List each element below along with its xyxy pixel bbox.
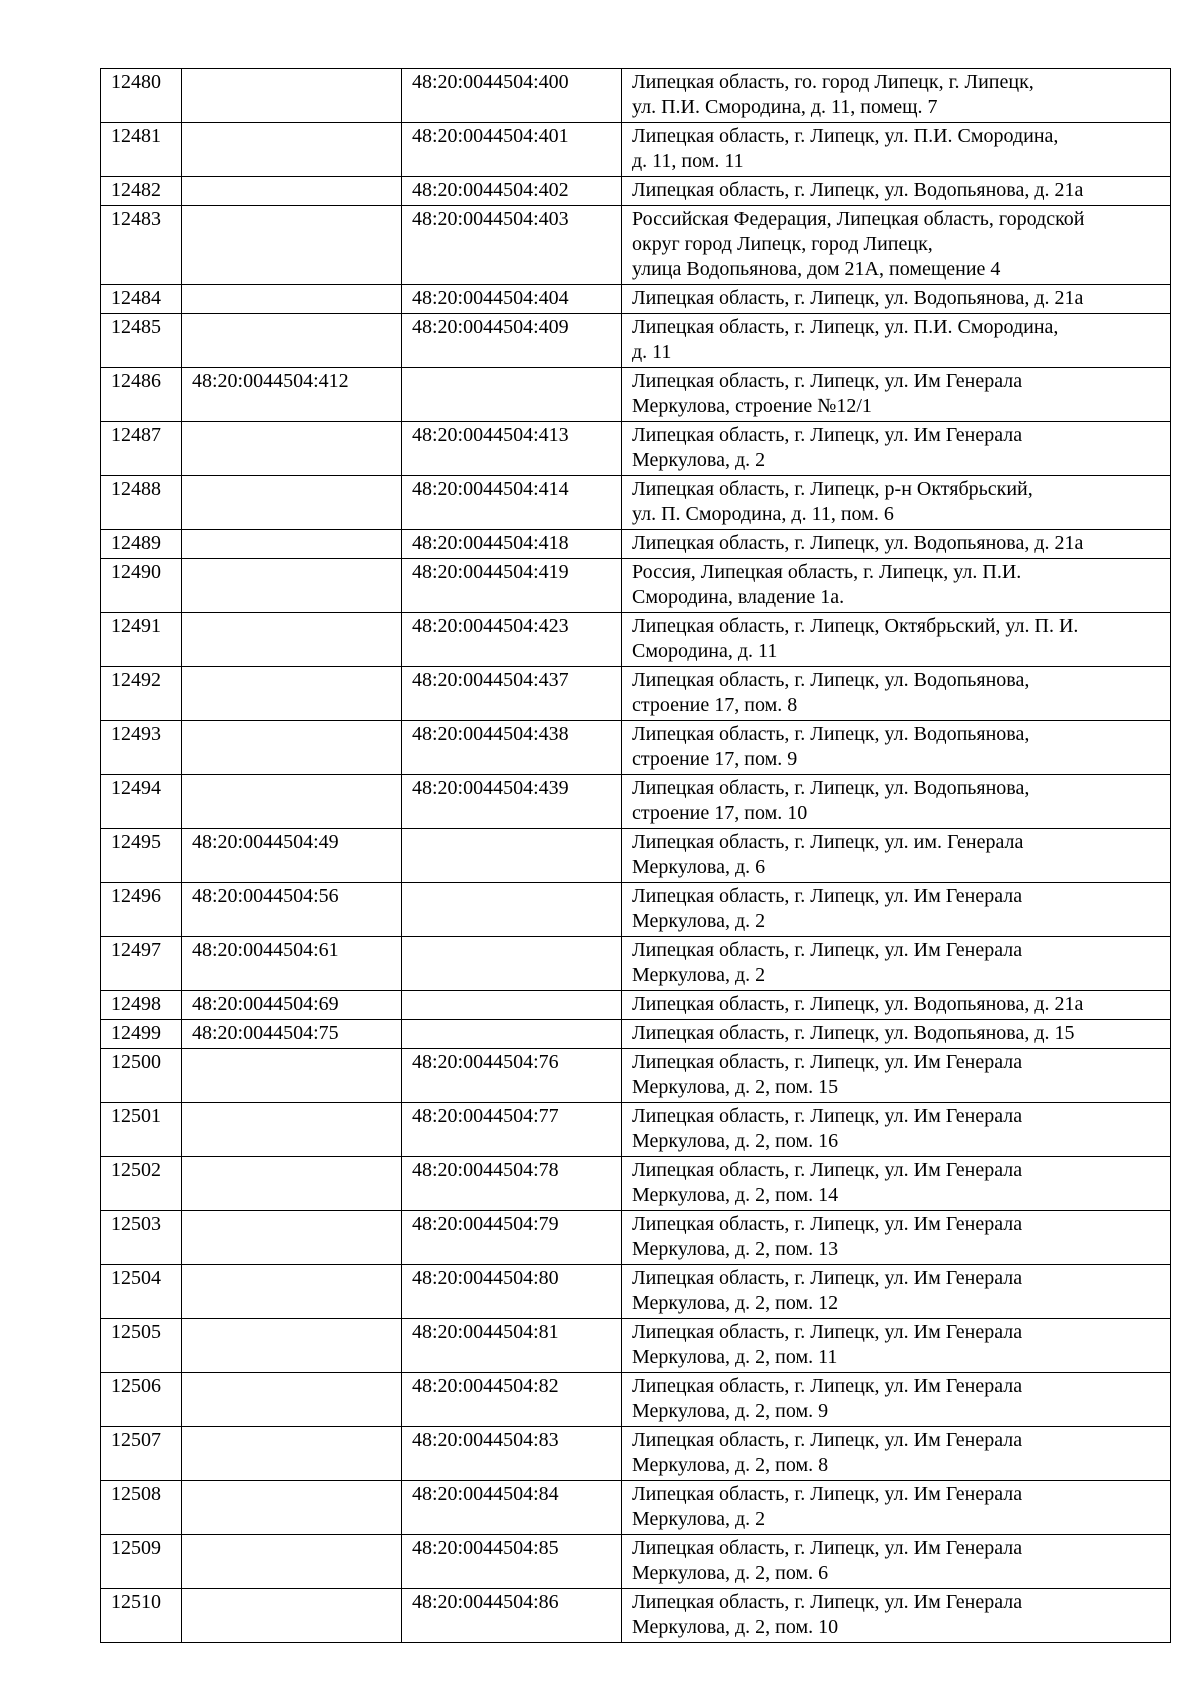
row-number-cell: 12480 <box>101 69 182 123</box>
row-number-cell: 12481 <box>101 123 182 177</box>
row-number-cell: 12486 <box>101 368 182 422</box>
table-row <box>101 285 1171 314</box>
address-cell: Липецкая область, г. Липецк, ул. Водопьянова, д. 21а <box>622 991 1171 1020</box>
object-cadastral-number-cell: 48:20:0044504:81 <box>402 1319 622 1373</box>
address-cell: Липецкая область, г. Липецк, ул. П.И. Смородина, д. 11 <box>622 314 1171 368</box>
address-cell: Липецкая область, го. город Липецк, г. Липецк, ул. П.И. Смородина, д. 11, помещ. 7 <box>622 69 1171 123</box>
table-row <box>101 775 1171 829</box>
land-cadastral-number-cell: 48:20:0044504:56 <box>182 883 402 937</box>
row-number-cell: 12506 <box>101 1373 182 1427</box>
object-cadastral-number-cell: 48:20:0044504:437 <box>402 667 622 721</box>
row-number-cell: 12505 <box>101 1319 182 1373</box>
row-number-cell: 12508 <box>101 1481 182 1535</box>
table-row <box>101 667 1171 721</box>
row-number-cell: 12510 <box>101 1589 182 1643</box>
address-cell: Липецкая область, г. Липецк, ул. Им Генерала Меркулова, д. 2, пом. 14 <box>622 1157 1171 1211</box>
land-cadastral-number-cell: 48:20:0044504:49 <box>182 829 402 883</box>
land-cadastral-number-cell <box>182 613 402 667</box>
address-cell: Липецкая область, г. Липецк, ул. Им Генерала Меркулова, д. 2, пом. 12 <box>622 1265 1171 1319</box>
table-row <box>101 991 1171 1020</box>
land-cadastral-number-cell <box>182 1427 402 1481</box>
object-cadastral-number-cell <box>402 991 622 1020</box>
land-cadastral-number-cell <box>182 667 402 721</box>
row-number-cell: 12489 <box>101 530 182 559</box>
address-cell: Липецкая область, г. Липецк, ул. Им Генерала Меркулова, д. 2, пом. 13 <box>622 1211 1171 1265</box>
object-cadastral-number-cell <box>402 829 622 883</box>
address-cell: Липецкая область, г. Липецк, ул. Им Генерала Меркулова, д. 2, пом. 15 <box>622 1049 1171 1103</box>
object-cadastral-number-cell: 48:20:0044504:84 <box>402 1481 622 1535</box>
object-cadastral-number-cell: 48:20:0044504:403 <box>402 206 622 285</box>
object-cadastral-number-cell: 48:20:0044504:76 <box>402 1049 622 1103</box>
address-cell: Липецкая область, г. Липецк, ул. Им Генерала Меркулова, д. 2, пом. 10 <box>622 1589 1171 1643</box>
address-cell: Липецкая область, г. Липецк, ул. Водопьянова, строение 17, пом. 8 <box>622 667 1171 721</box>
object-cadastral-number-cell: 48:20:0044504:404 <box>402 285 622 314</box>
object-cadastral-number-cell: 48:20:0044504:438 <box>402 721 622 775</box>
table-row <box>101 1157 1171 1211</box>
table-row <box>101 314 1171 368</box>
object-cadastral-number-cell <box>402 368 622 422</box>
row-number-cell: 12496 <box>101 883 182 937</box>
address-cell: Липецкая область, г. Липецк, ул. Им Генерала Меркулова, д. 2 <box>622 1481 1171 1535</box>
address-cell: Россия, Липецкая область, г. Липецк, ул. П.И. Смородина, владение 1а. <box>622 559 1171 613</box>
land-cadastral-number-cell: 48:20:0044504:412 <box>182 368 402 422</box>
land-cadastral-number-cell: 48:20:0044504:61 <box>182 937 402 991</box>
land-cadastral-number-cell <box>182 69 402 123</box>
land-cadastral-number-cell <box>182 775 402 829</box>
address-cell: Липецкая область, г. Липецк, ул. Водопьянова, д. 21а <box>622 530 1171 559</box>
table-row <box>101 613 1171 667</box>
row-number-cell: 12498 <box>101 991 182 1020</box>
land-cadastral-number-cell <box>182 1157 402 1211</box>
object-cadastral-number-cell: 48:20:0044504:85 <box>402 1535 622 1589</box>
row-number-cell: 12488 <box>101 476 182 530</box>
address-cell: Липецкая область, г. Липецк, ул. Им Генерала Меркулова, д. 2 <box>622 883 1171 937</box>
address-cell: Липецкая область, г. Липецк, ул. Водопьянова, д. 21а <box>622 177 1171 206</box>
land-cadastral-number-cell <box>182 123 402 177</box>
table-row <box>101 1265 1171 1319</box>
row-number-cell: 12501 <box>101 1103 182 1157</box>
table-row <box>101 1427 1171 1481</box>
land-cadastral-number-cell <box>182 177 402 206</box>
land-cadastral-number-cell <box>182 1589 402 1643</box>
row-number-cell: 12497 <box>101 937 182 991</box>
address-cell: Липецкая область, г. Липецк, ул. Водопьянова, д. 21а <box>622 285 1171 314</box>
land-cadastral-number-cell <box>182 1265 402 1319</box>
address-cell: Липецкая область, г. Липецк, ул. Им Генерала Меркулова, д. 2, пом. 9 <box>622 1373 1171 1427</box>
address-cell: Липецкая область, г. Липецк, ул. Им Генерала Меркулова, д. 2, пом. 11 <box>622 1319 1171 1373</box>
object-cadastral-number-cell: 48:20:0044504:423 <box>402 613 622 667</box>
land-cadastral-number-cell <box>182 1535 402 1589</box>
address-cell: Липецкая область, г. Липецк, ул. Водопьянова, строение 17, пом. 10 <box>622 775 1171 829</box>
table-row <box>101 368 1171 422</box>
address-cell: Липецкая область, г. Липецк, ул. Им Генерала Меркулова, д. 2 <box>622 937 1171 991</box>
document-page <box>100 68 1170 1643</box>
row-number-cell: 12483 <box>101 206 182 285</box>
land-cadastral-number-cell: 48:20:0044504:75 <box>182 1020 402 1049</box>
table-row <box>101 937 1171 991</box>
land-cadastral-number-cell <box>182 285 402 314</box>
object-cadastral-number-cell: 48:20:0044504:401 <box>402 123 622 177</box>
land-cadastral-number-cell <box>182 1481 402 1535</box>
address-cell: Липецкая область, г. Липецк, ул. им. Генерала Меркулова, д. 6 <box>622 829 1171 883</box>
table-row <box>101 422 1171 476</box>
cadastral-registry-table <box>100 68 1171 1643</box>
table-row <box>101 123 1171 177</box>
row-number-cell: 12482 <box>101 177 182 206</box>
table-row <box>101 1535 1171 1589</box>
land-cadastral-number-cell <box>182 1049 402 1103</box>
address-cell: Липецкая область, г. Липецк, ул. Им Генерала Меркулова, д. 2, пом. 16 <box>622 1103 1171 1157</box>
object-cadastral-number-cell: 48:20:0044504:414 <box>402 476 622 530</box>
row-number-cell: 12491 <box>101 613 182 667</box>
object-cadastral-number-cell <box>402 937 622 991</box>
table-row <box>101 1589 1171 1643</box>
land-cadastral-number-cell <box>182 530 402 559</box>
table-row <box>101 177 1171 206</box>
address-cell: Липецкая область, г. Липецк, Октябрьский, ул. П. И. Смородина, д. 11 <box>622 613 1171 667</box>
object-cadastral-number-cell: 48:20:0044504:80 <box>402 1265 622 1319</box>
object-cadastral-number-cell <box>402 883 622 937</box>
land-cadastral-number-cell <box>182 314 402 368</box>
object-cadastral-number-cell: 48:20:0044504:409 <box>402 314 622 368</box>
object-cadastral-number-cell: 48:20:0044504:400 <box>402 69 622 123</box>
object-cadastral-number-cell: 48:20:0044504:83 <box>402 1427 622 1481</box>
address-cell: Липецкая область, г. Липецк, ул. Водопьянова, строение 17, пом. 9 <box>622 721 1171 775</box>
row-number-cell: 12490 <box>101 559 182 613</box>
object-cadastral-number-cell: 48:20:0044504:78 <box>402 1157 622 1211</box>
object-cadastral-number-cell: 48:20:0044504:402 <box>402 177 622 206</box>
row-number-cell: 12502 <box>101 1157 182 1211</box>
table-row <box>101 1211 1171 1265</box>
table-row <box>101 476 1171 530</box>
row-number-cell: 12503 <box>101 1211 182 1265</box>
row-number-cell: 12495 <box>101 829 182 883</box>
object-cadastral-number-cell <box>402 1020 622 1049</box>
table-row <box>101 530 1171 559</box>
row-number-cell: 12507 <box>101 1427 182 1481</box>
table-row <box>101 1020 1171 1049</box>
table-row <box>101 721 1171 775</box>
land-cadastral-number-cell <box>182 1373 402 1427</box>
address-cell: Липецкая область, г. Липецк, ул. Водопьянова, д. 15 <box>622 1020 1171 1049</box>
land-cadastral-number-cell <box>182 476 402 530</box>
table-row <box>101 883 1171 937</box>
land-cadastral-number-cell: 48:20:0044504:69 <box>182 991 402 1020</box>
table-row <box>101 1373 1171 1427</box>
land-cadastral-number-cell <box>182 721 402 775</box>
land-cadastral-number-cell <box>182 1211 402 1265</box>
table-row <box>101 829 1171 883</box>
row-number-cell: 12492 <box>101 667 182 721</box>
object-cadastral-number-cell: 48:20:0044504:79 <box>402 1211 622 1265</box>
object-cadastral-number-cell: 48:20:0044504:413 <box>402 422 622 476</box>
row-number-cell: 12499 <box>101 1020 182 1049</box>
land-cadastral-number-cell <box>182 1319 402 1373</box>
row-number-cell: 12484 <box>101 285 182 314</box>
object-cadastral-number-cell: 48:20:0044504:86 <box>402 1589 622 1643</box>
address-cell: Липецкая область, г. Липецк, ул. Им Генерала Меркулова, строение №12/1 <box>622 368 1171 422</box>
table-row <box>101 559 1171 613</box>
land-cadastral-number-cell <box>182 422 402 476</box>
land-cadastral-number-cell <box>182 206 402 285</box>
table-row <box>101 69 1171 123</box>
address-cell: Липецкая область, г. Липецк, ул. Им Генерала Меркулова, д. 2 <box>622 422 1171 476</box>
address-cell: Липецкая область, г. Липецк, ул. Им Генерала Меркулова, д. 2, пом. 8 <box>622 1427 1171 1481</box>
table-row <box>101 1049 1171 1103</box>
object-cadastral-number-cell: 48:20:0044504:439 <box>402 775 622 829</box>
land-cadastral-number-cell <box>182 559 402 613</box>
table-row <box>101 206 1171 285</box>
row-number-cell: 12504 <box>101 1265 182 1319</box>
table-body <box>101 69 1171 1643</box>
row-number-cell: 12500 <box>101 1049 182 1103</box>
address-cell: Российская Федерация, Липецкая область, городской округ город Липецк, город Липецк, улица Водопьянова, дом 21А, помещение 4 <box>622 206 1171 285</box>
address-cell: Липецкая область, г. Липецк, ул. Им Генерала Меркулова, д. 2, пом. 6 <box>622 1535 1171 1589</box>
row-number-cell: 12493 <box>101 721 182 775</box>
row-number-cell: 12509 <box>101 1535 182 1589</box>
object-cadastral-number-cell: 48:20:0044504:77 <box>402 1103 622 1157</box>
address-cell: Липецкая область, г. Липецк, ул. П.И. Смородина, д. 11, пом. 11 <box>622 123 1171 177</box>
object-cadastral-number-cell: 48:20:0044504:419 <box>402 559 622 613</box>
row-number-cell: 12485 <box>101 314 182 368</box>
object-cadastral-number-cell: 48:20:0044504:82 <box>402 1373 622 1427</box>
address-cell: Липецкая область, г. Липецк, р-н Октябрьский, ул. П. Смородина, д. 11, пом. 6 <box>622 476 1171 530</box>
object-cadastral-number-cell: 48:20:0044504:418 <box>402 530 622 559</box>
table-row <box>101 1481 1171 1535</box>
row-number-cell: 12494 <box>101 775 182 829</box>
row-number-cell: 12487 <box>101 422 182 476</box>
table-row <box>101 1319 1171 1373</box>
land-cadastral-number-cell <box>182 1103 402 1157</box>
table-row <box>101 1103 1171 1157</box>
